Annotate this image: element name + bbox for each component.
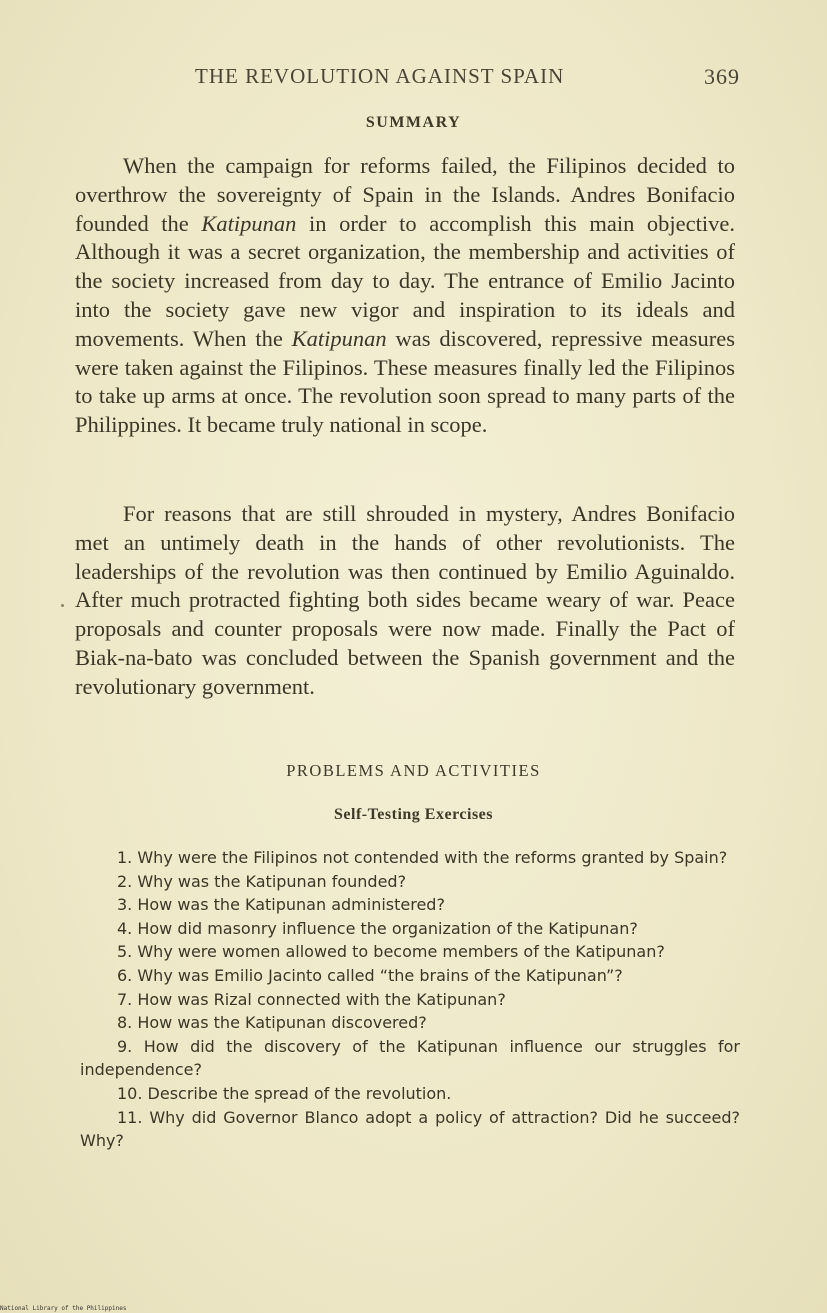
katipunan-term: Katipunan — [291, 325, 387, 351]
running-title: THE REVOLUTION AGAINST SPAIN — [195, 64, 565, 88]
katipunan-term: Katipunan — [201, 210, 297, 236]
question-item: 3. How was the Katipunan administered? — [117, 895, 445, 915]
summary-heading: SUMMARY — [365, 114, 462, 131]
question-list — [80, 846, 740, 1153]
question-item: 10. Describe the spread of the revolution. — [117, 1083, 452, 1103]
margin-speck — [61, 604, 64, 607]
question-item: 6. Why was Emilio Jacinto called “the brains of the Katipunan”? — [117, 965, 623, 985]
question-item: 7. How was Rizal connected with the Katipunan? — [117, 989, 506, 1009]
summary-paragraph-1 — [75, 152, 735, 440]
para1-run-3: in order to accomplish this main objective. Although it was a secret organization, the membership and activities of the society increased from day to day. The entrance of Emilio Jacinto into the society gave new vigor and inspiration to its ideals and movements. When the — [75, 210, 736, 351]
question-item: 4. How did masonry influence the organization of the Katipunan? — [117, 918, 638, 938]
library-credit: National Library of the Philippines — [0, 1305, 127, 1312]
question-item: 2. Why was the Katipunan founded? — [117, 871, 407, 891]
self-testing-heading: Self-Testing Exercises — [334, 806, 493, 823]
summary-paragraph-2: For reasons that are still shrouded in mystery, Andres Bonifacio met an untimely death in the hands of other revolutionists. The leaderships of the revolution was then continued by Emilio Aguinaldo. After much protracted fighting both sides became weary of war. Peace proposals and counter proposals were now made. Finally the Pact of Biak-na-bato was concluded between the Spanish government and the revolutionary government. — [75, 501, 735, 699]
page-number: 369 — [704, 64, 740, 89]
para1-run-5: was discovered, repressive measures were taken against the Filipinos. These measures finally led the Filipinos to take up arms at once. The revolution soon spread to many parts of the Philippines. It became truly national in scope. — [75, 325, 735, 438]
problems-heading: PROBLEMS AND ACTIVITIES — [286, 761, 541, 780]
question-item: 5. Why were women allowed to become members of the Katipunan? — [117, 942, 665, 962]
para1-run-1: When the campaign for reforms failed, the Filipinos decided to overthrow the sovereignty of Spain in the Islands. Andres Bonifacio founded the — [75, 153, 735, 236]
question-item: 11. Why did Governor Blanco adopt a policy of attraction? Did he succeed? Why? — [80, 1107, 740, 1151]
question-item: 8. How was the Katipunan discovered? — [117, 1013, 427, 1033]
question-item: 1. Why were the Filipinos not contended with the reforms granted by Spain? — [117, 848, 728, 867]
question-item: 9. How did the discovery of the Katipunan influence our struggles for independence? — [80, 1036, 740, 1080]
